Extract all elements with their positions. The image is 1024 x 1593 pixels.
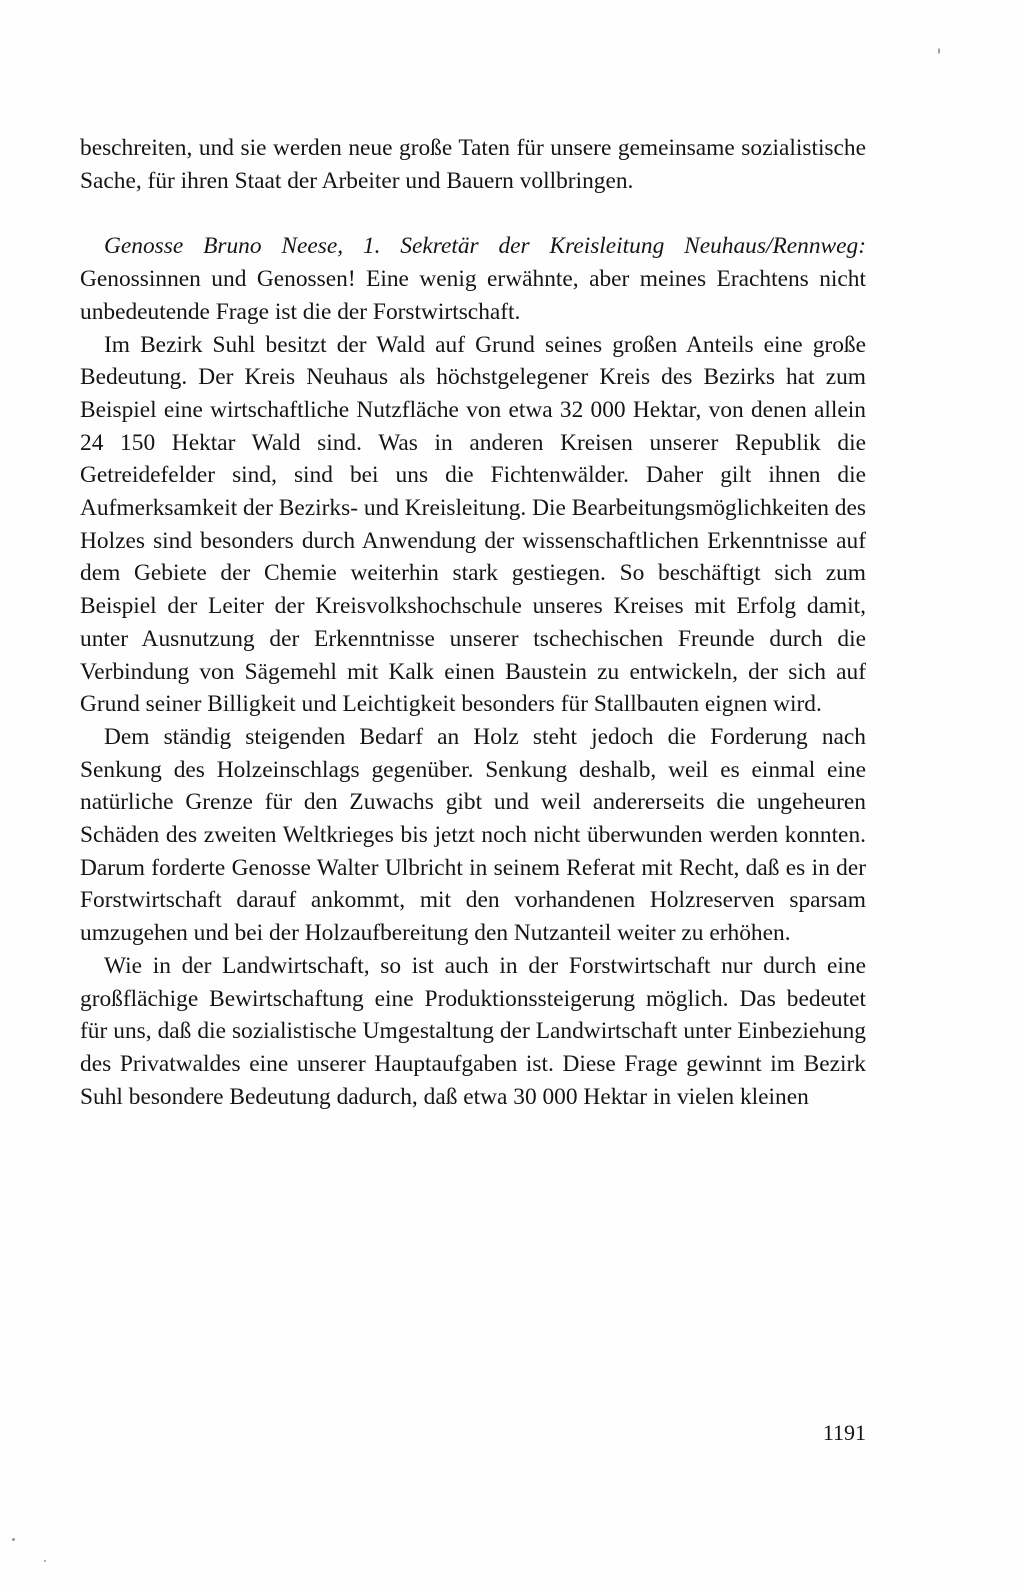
scan-speck <box>12 1538 15 1541</box>
paragraph-text: Genossinnen und Genossen! Eine wenig erwähnte, aber meines Erachtens nicht unbedeutende Frage ist die der Forstwirtschaft. <box>80 266 866 325</box>
paragraph-text: Dem ständig steigenden Bedarf an Holz steht jedoch die Forderung nach Senkung des Holzeinschlags gegenüber. Senkung deshalb, weil es einmal eine natürliche Grenze für den Zuwachs gibt und weil andererseits die ungeheuren Schäden des zweiten Weltkrieges bis jetzt noch nicht überwunden werden konnten. Darum forderte Genosse Walter Ulbricht in seinem Referat mit Recht, daß es in der Forstwirtschaft darauf ankommt, mit den vorhandenen Holzreserven sparsam umzugehen und bei der Holzaufbereitung den Nutzanteil weiter zu erhöhen. <box>80 723 866 947</box>
paragraph-large-scale-management <box>80 950 866 1114</box>
paragraph-continuation <box>80 132 866 197</box>
scan-speck <box>938 48 940 54</box>
scan-speck <box>44 1560 46 1562</box>
paragraph-text: Im Bezirk Suhl besitzt der Wald auf Grund seines großen Anteils eine große Bedeutung. Der Kreis Neuhaus als höchstgelegener Kreis des Bezirks hat zum Beispiel eine wirtschaftliche Nutzfläche von etwa 32 000 Hektar, von denen allein 24 150 Hektar Wald sind. Was in anderen Kreisen unserer Republik die Getreidefelder sind, sind bei uns die Fichtenwälder. Daher gilt ihnen die Aufmerksamkeit der Bezirks- und Kreisleitung. Die Bearbeitungsmöglichkeiten des Holzes sind besonders durch Anwendung der wissenschaftlichen Erkenntnisse auf dem Gebiete der Chemie weiterhin stark gestiegen. So beschäftigt sich zum Beispiel der Leiter der Kreisvolkshochschule unseres Kreises mit Erfolg damit, unter Ausnutzung der Erkenntnisse unserer tschechischen Freunde durch die Verbindung von Sägemehl mit Kalk einen Baustein zu entwickeln, der sich auf Grund seiner Billigkeit und Leichtigkeit besonders für Stallbauten eignen wird. <box>80 331 866 718</box>
speaker-attribution: Genosse Bruno Neese, 1. Sekretär der Kreisleitung Neuhaus/Rennweg: <box>104 233 866 260</box>
paragraph-forest-district <box>80 329 866 721</box>
paragraph-timber-demand <box>80 721 866 950</box>
paragraph-speech-opening <box>80 230 866 328</box>
body-text <box>80 132 866 1113</box>
paragraph-text: Wie in der Landwirtschaft, so ist auch in der Forstwirtschaft nur durch eine großflächige Bewirtschaftung eine Produktionssteigerung möglich. Das bedeutet für uns, daß die sozialistische Umgestaltung der Landwirtschaft unter Einbeziehung des Privatwaldes eine unserer Hauptaufgaben ist. Diese Frage gewinnt im Bezirk Suhl besondere Bedeutung dadurch, daß etwa 30 000 Hektar in vielen kleinen <box>80 952 866 1110</box>
paragraph-text: beschreiten, und sie werden neue große Taten für unsere gemeinsame sozialistische Sache, für ihren Staat der Arbeiter und Bauern vollbringen. <box>80 135 866 194</box>
page-number: 1191 <box>822 1420 866 1445</box>
